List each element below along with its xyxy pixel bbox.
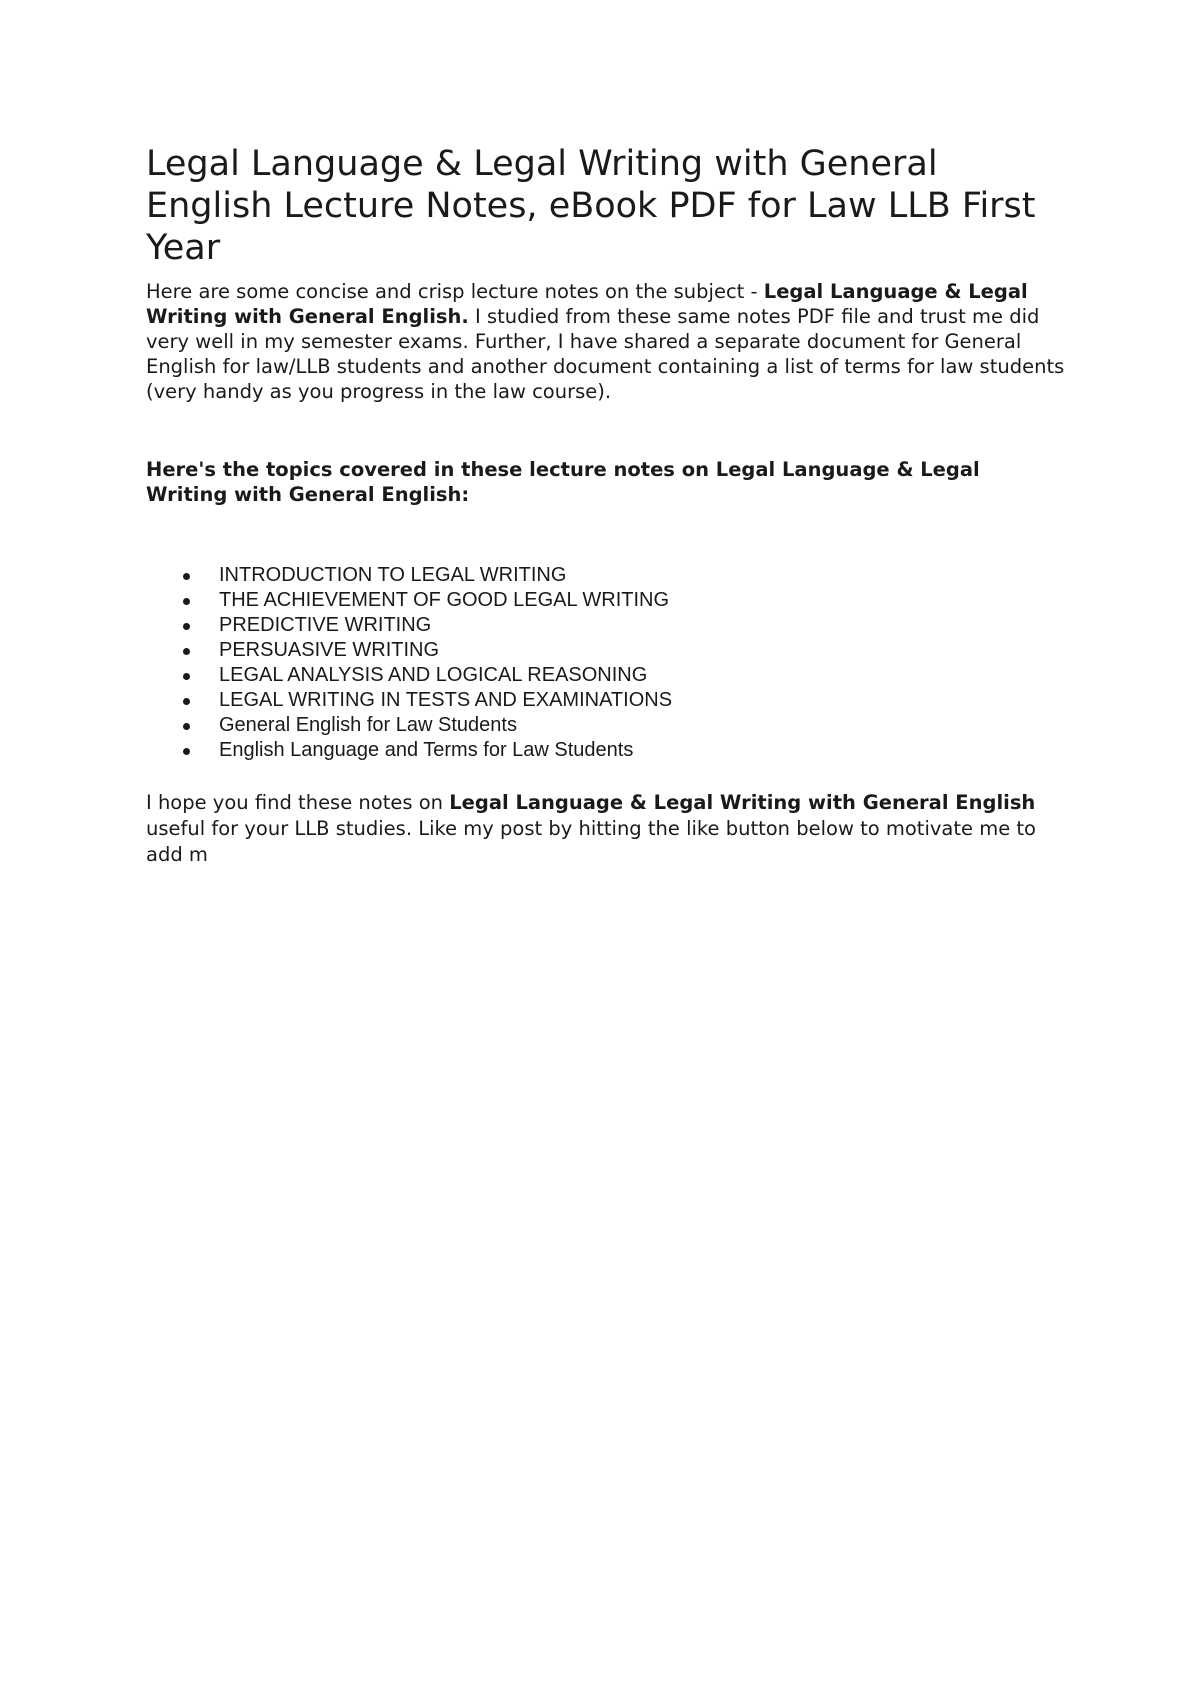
- bullet-icon: [183, 748, 190, 755]
- bullet-icon: [183, 573, 190, 580]
- intro-subject-bold: Legal Language & Legal Writing with General English.: [146, 280, 1028, 328]
- topic-item: [146, 638, 1066, 663]
- closing-lead-text: I hope you find these notes on: [146, 791, 450, 814]
- bullet-icon: [183, 698, 190, 705]
- topic-item: [146, 563, 1066, 588]
- topic-list: [146, 563, 1066, 763]
- topic-label: PERSUASIVE WRITING: [219, 639, 440, 661]
- closing-subject-bold: Legal Language & Legal Writing with General English: [449, 791, 1036, 814]
- topics-heading: Here's the topics covered in these lecture notes on Legal Language & Legal Writing with General English:: [146, 458, 980, 506]
- closing-rest-text: useful for your LLB studies. Like my post by hitting the like button below to motivate me to add m: [146, 817, 1036, 866]
- bullet-icon: [183, 598, 190, 605]
- topic-item: [146, 613, 1066, 638]
- topic-item: [146, 588, 1066, 613]
- topic-label: INTRODUCTION TO LEGAL WRITING: [219, 564, 567, 586]
- intro-rest-text: I studied from these same notes PDF file and trust me did very well in my semester exams. Further, I have shared a separate document for General English for law/LLB students and another document containing a list of terms for law students (very handy as you progress in the law course).: [146, 305, 1065, 403]
- bullet-icon: [183, 648, 190, 655]
- bullet-icon: [183, 723, 190, 730]
- intro-lead-text: Here are some concise and crisp lecture notes on the subject -: [146, 280, 764, 303]
- topic-label: THE ACHIEVEMENT OF GOOD LEGAL WRITING: [219, 589, 670, 611]
- topic-item: [146, 663, 1066, 688]
- topic-label: English Language and Terms for Law Students: [219, 739, 634, 761]
- bullet-icon: [183, 623, 190, 630]
- topic-label: PREDICTIVE WRITING: [219, 614, 432, 636]
- intro-paragraph: [146, 279, 1066, 404]
- document-title: Legal Language & Legal Writing with General English Lecture Notes, eBook PDF for Law LLB First Year: [146, 144, 1036, 268]
- topic-label: LEGAL ANALYSIS AND LOGICAL REASONING: [219, 664, 648, 686]
- document-content: [146, 143, 1066, 868]
- closing-paragraph: [146, 790, 1066, 868]
- topic-item: [146, 713, 1066, 738]
- topic-item: [146, 688, 1066, 713]
- topic-item: [146, 738, 1066, 763]
- topic-label: LEGAL WRITING IN TESTS AND EXAMINATIONS: [219, 689, 673, 711]
- bullet-icon: [183, 673, 190, 680]
- topic-label: General English for Law Students: [219, 714, 517, 736]
